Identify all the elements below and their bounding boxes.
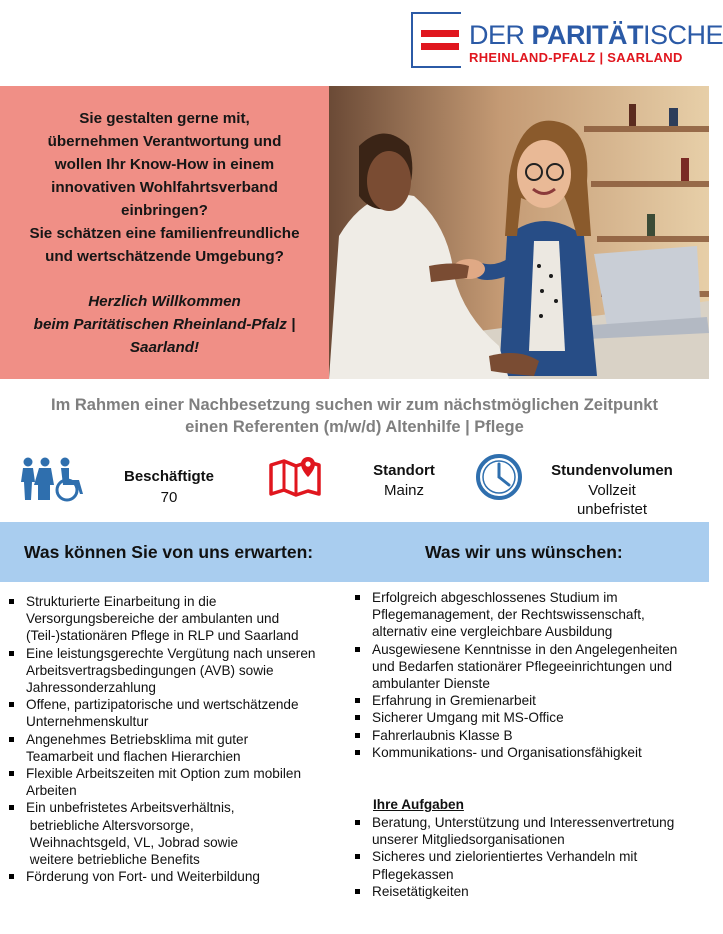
intro-line: einen Referenten (m/w/d) Altenhilfe | Pflege — [185, 418, 524, 436]
list-item-line: Angenehmes Betriebsklima mit guter — [26, 731, 249, 747]
list-item — [354, 709, 706, 726]
list-item — [354, 814, 706, 848]
list-item-line: Sicheres und zielorientiertes Verhandeln mit — [372, 849, 638, 865]
hero-line: wollen Ihr Know-How in einem — [54, 156, 275, 173]
list-item-line: Jahressonderzahlung — [26, 680, 156, 696]
list-item-line: Weihnachtsgeld, VL, Jobrad sowie — [26, 834, 239, 850]
list-item-line: Pflegekassen — [372, 866, 454, 882]
list-item-line: Offene, partizipatorische und wertschätzende — [26, 697, 299, 713]
people-accessibility-icon — [20, 456, 96, 502]
hero-welcome — [0, 290, 329, 359]
list-item-line: Teamarbeit und flachen Hierarchien — [26, 748, 241, 764]
hero-photo-handshake — [329, 86, 709, 379]
employees-label: Beschäftigte — [123, 468, 215, 485]
location-value: Mainz — [383, 482, 424, 499]
welcome-line: Saarland! — [129, 339, 200, 356]
list-item-line: Fahrerlaubnis Klasse B — [372, 727, 513, 743]
list-item — [354, 692, 706, 709]
list-item-line: betriebliche Altersvorsorge, — [26, 817, 194, 833]
hero-line: Sie schätzen eine familienfreundliche — [29, 225, 300, 242]
list-item-line: ambulanter Dienste — [372, 676, 490, 692]
list-item-line: Pflegemanagement, der Rechtswissenschaft, — [372, 607, 645, 623]
list-item — [8, 593, 348, 645]
location-label: Standort — [373, 462, 435, 479]
logo-wordmark: DER PARITÄTISCHE — [469, 20, 723, 50]
hero-line: und wertschätzende Umgebung? — [45, 248, 284, 265]
list-item-line: Flexible Arbeitszeiten mit Option zum mobilen — [26, 766, 302, 782]
hero-line: einbringen? — [121, 202, 208, 219]
hours-label: Stundenvolumen — [551, 462, 673, 479]
list-item-line: Beratung, Unterstützung und Interessenvertretung — [372, 815, 675, 830]
wishes-heading: Was wir uns wünschen: — [425, 542, 623, 562]
hero-line: übernehmen Verantwortung und — [47, 133, 282, 150]
clock-icon — [474, 452, 524, 502]
list-item-line: Strukturierte Einarbeitung in die — [26, 594, 217, 609]
list-item — [354, 848, 706, 882]
list-item — [8, 799, 348, 868]
list-item — [354, 589, 706, 641]
logo-flag-icon — [421, 30, 459, 50]
hero-text-panel — [0, 86, 329, 379]
logo — [411, 12, 723, 70]
intro-heading — [0, 394, 709, 438]
offers-list — [8, 593, 348, 885]
list-item — [8, 765, 348, 799]
list-item — [8, 645, 348, 697]
list-item-line: Erfahrung in Gremienarbeit — [372, 693, 536, 709]
list-item-line: Förderung von Fort- und Weiterbildung — [26, 869, 260, 885]
list-item-line: Unternehmenskultur — [26, 714, 149, 730]
list-item — [354, 744, 706, 761]
welcome-line: Herzlich Willkommen — [88, 293, 241, 310]
welcome-line: beim Paritätischen Rheinland-Pfalz | — [33, 316, 296, 333]
list-item-line: Ein unbefristetes Arbeitsverhältnis, — [26, 800, 235, 816]
hours-value-permanent: unbefristet — [576, 501, 648, 518]
list-item-line: weitere betriebliche Benefits — [26, 852, 200, 868]
hours-value-fulltime: Vollzeit — [588, 482, 636, 499]
list-item-line: (Teil-)stationären Pflege in RLP und Saarland — [26, 628, 299, 644]
intro-line: Im Rahmen einer Nachbesetzung suchen wir zum nächstmöglichen Zeitpunkt — [51, 396, 658, 414]
section-header-band — [0, 522, 709, 582]
list-item-line: Arbeiten — [26, 783, 77, 799]
list-item — [8, 868, 348, 885]
hero-line: innovativen Wohlfahrtsverband — [51, 179, 278, 196]
logo-region: RHEINLAND-PFALZ | SAARLAND — [469, 50, 683, 65]
map-pin-icon — [268, 455, 322, 497]
tasks-heading: Ihre Aufgaben — [373, 797, 464, 812]
list-item-line: unserer Mitgliedsorganisationen — [372, 832, 565, 848]
list-item-line: Ausgewiesene Kenntnisse in den Angelegenheiten — [372, 641, 678, 657]
list-item-line: Versorgungsbereiche der ambulanten und — [26, 611, 280, 627]
hero-question — [0, 86, 329, 268]
list-item-line: Arbeitsvertragsbedingungen (AVB) sowie — [26, 662, 274, 678]
employees-value: 70 — [160, 489, 178, 506]
list-item — [354, 727, 706, 744]
list-item — [8, 696, 348, 730]
wishes-list — [354, 589, 706, 761]
list-item — [354, 641, 706, 693]
list-item-line: und Bedarfen stationärer Pflegeeinrichtungen und — [372, 658, 673, 674]
list-item-line: Erfolgreich abgeschlossenes Studium im — [372, 590, 618, 605]
list-item — [8, 731, 348, 765]
list-item — [354, 883, 706, 900]
list-item-line: Kommunikations- und Organisationsfähigkeit — [372, 744, 642, 760]
list-item-line: alternativ eine vergleichbare Ausbildung — [372, 624, 613, 640]
list-item-line: Sicherer Umgang mit MS-Office — [372, 710, 564, 726]
hero-line: Sie gestalten gerne mit, — [79, 110, 250, 127]
offers-heading: Was können Sie von uns erwarten: — [24, 542, 314, 562]
tasks-list — [354, 814, 706, 900]
list-item-line: Eine leistungsgerechte Vergütung nach unseren — [26, 645, 316, 661]
list-item-line: Reisetätigkeiten — [372, 883, 469, 899]
